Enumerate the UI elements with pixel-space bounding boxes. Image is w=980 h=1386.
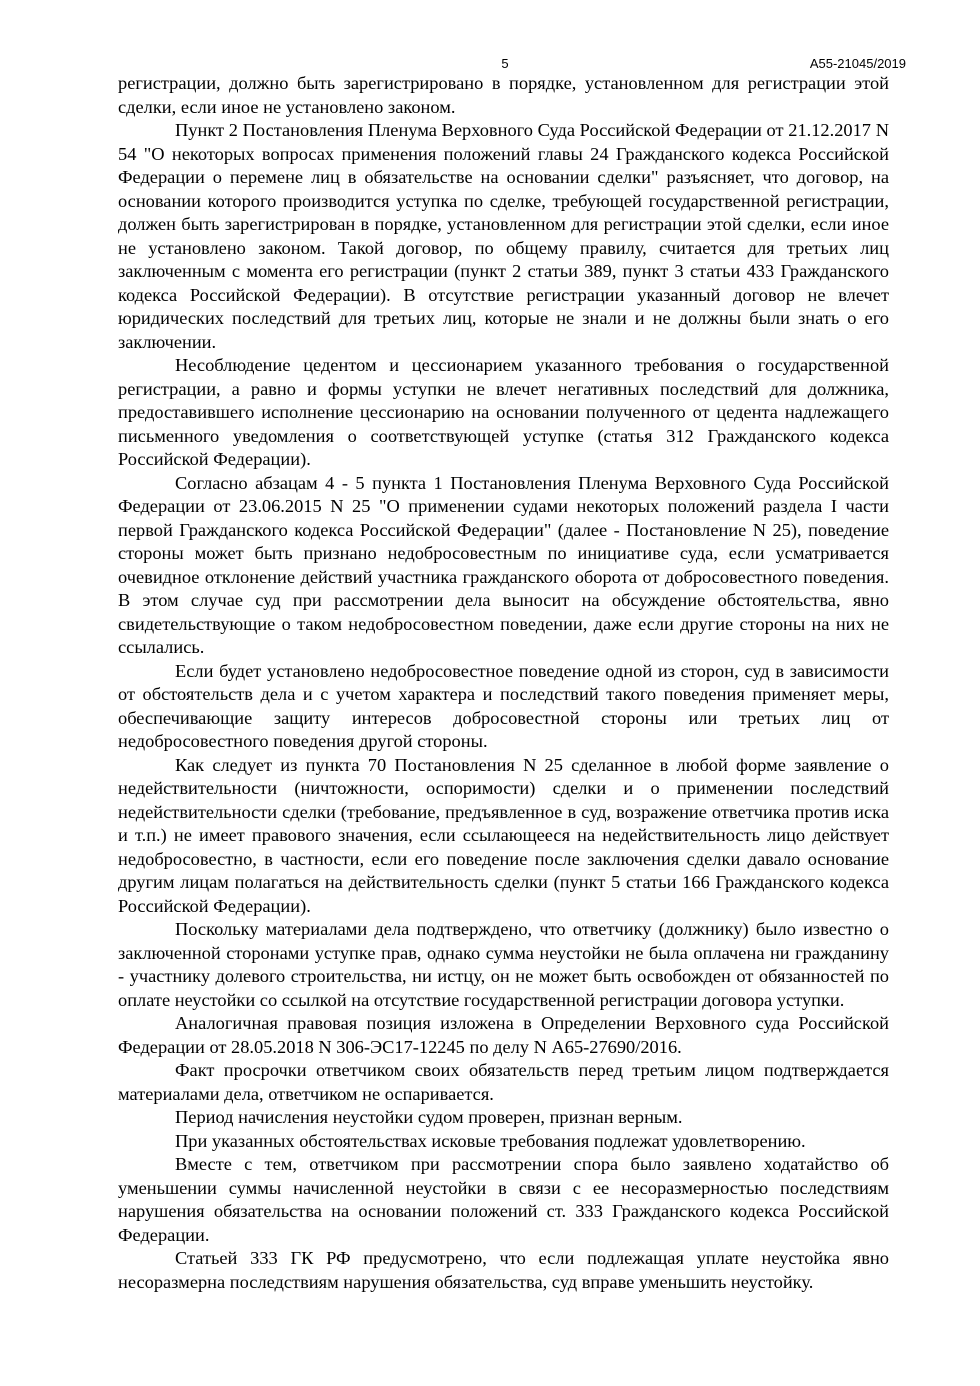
- paragraph-13: Статьей 333 ГК РФ предусмотрено, что если подлежащая уплате неустойка явно несоразмерна последствиям нарушения обязательства, суд вправе уменьшить неустойку.: [118, 1248, 889, 1292]
- paragraph-9: Факт просрочки ответчиком своих обязательств перед третьим лицом подтверждается материалами дела, ответчиком не оспаривается.: [118, 1060, 889, 1104]
- paragraph-8: Аналогичная правовая позиция изложена в Определении Верховного суда Российской Федерации от 28.05.2018 N 306-ЭС17-12245 по делу N А65-27690/2016.: [118, 1013, 889, 1057]
- paragraph-10: Период начисления неустойки судом проверен, признан верным.: [175, 1107, 683, 1127]
- paragraph-3: Несоблюдение цедентом и цессионарием указанного требования о государственной регистрации, а равно и формы уступки не влечет негативных последствий для должника, предоставившего исполнение цессионарию на основании полученного от цедента надлежащего письменного уведомления о соответствующей уступке (статья 312 Гражданского кодекса Российской Федерации).: [118, 355, 889, 469]
- paragraph-7: Поскольку материалами дела подтверждено, что ответчику (должнику) было известно о заключенной сторонами уступке прав, однако сумма неустойки не была оплачена ни гражданину - участнику долевого строительства, ни истцу, он не может быть освобожден от обязанностей по оплате неустойки со ссылкой на отсутствие государственной регистрации договора уступки.: [118, 919, 889, 1010]
- paragraph-6: Как следует из пункта 70 Постановления N 25 сделанное в любой форме заявление о недействительности (ничтожности, оспоримости) сделки и о применении последствий недействительности сделки (требование, предъявленное в суд, возражение ответчика против иска и т.п.) не имеет правового значения, если ссылающееся на недействительность лицо действует недобросовестно, в частности, если его поведение после заключения сделки давало основание другим лицам полагаться на действительность сделки (пункт 5 статьи 166 Гражданского кодекса Российской Федерации).: [118, 754, 889, 916]
- paragraph-1-continuation: регистрации, должно быть зарегистрировано в порядке, установленном для регистрации этой сделки, если иное не установлено законом.: [118, 73, 889, 117]
- paragraph-5: Если будет установлено недобросовестное поведение одной из сторон, суд в зависимости от обстоятельств дела и с учетом характера и последствий такого поведения применяет меры, обеспечивающие защиту интересов добросовестной стороны или третьих лиц от недобросовестного поведения другой стороны.: [118, 660, 889, 751]
- paragraph-4: Согласно абзацам 4 - 5 пункта 1 Постановления Пленума Верховного Суда Российской Федерации от 23.06.2015 N 25 "О применении судами некоторых положений раздела I части первой Гражданского кодекса Российской Федерации" (далее - Постановление N 25), поведение стороны может быть признано недобросовестным по инициативе суда, если усматривается очевидное отклонение действий участника гражданского оборота от добросовестного поведения. В этом случае суд при рассмотрении дела выносит на обсуждение обстоятельства, явно свидетельствующие о таком недобросовестном поведении, даже если другие стороны на них не ссылались.: [118, 472, 889, 657]
- paragraph-11: При указанных обстоятельствах исковые требования подлежат удовлетворению.: [175, 1130, 806, 1151]
- page-number: 5: [501, 56, 509, 71]
- document-body: [118, 72, 889, 1294]
- case-number: А55-21045/2019: [809, 56, 906, 71]
- paragraph-12: Вместе с тем, ответчиком при рассмотрении спора было заявлено ходатайство об уменьшении суммы начисленной неустойки в связи с ее несоразмерностью последствиям нарушения обязательства на основании положений ст. 333 Гражданского кодекса Российской Федерации.: [118, 1154, 889, 1245]
- paragraph-2: Пункт 2 Постановления Пленума Верховного Суда Российской Федерации от 21.12.2017 N 54 "О некоторых вопросах применения положений главы 24 Гражданского кодекса Российской Федерации о перемене лиц в обязательстве на основании сделки" разъясняет, что договор, на основании которого производится уступка по сделке, требующей государственной регистрации, должен быть зарегистрирован в порядке, установленном для регистрации этой сделки, если иное не установлено законом. Такой договор, по общему правилу, считается для третьих лиц заключенным с момента его регистрации (пункт 2 статьи 389, пункт 3 статьи 433 Гражданского кодекса Российской Федерации). В отсутствие регистрации указанный договор не влечет юридических последствий для третьих лиц, которые не знали и не должны были знать о его заключении.: [118, 120, 889, 352]
